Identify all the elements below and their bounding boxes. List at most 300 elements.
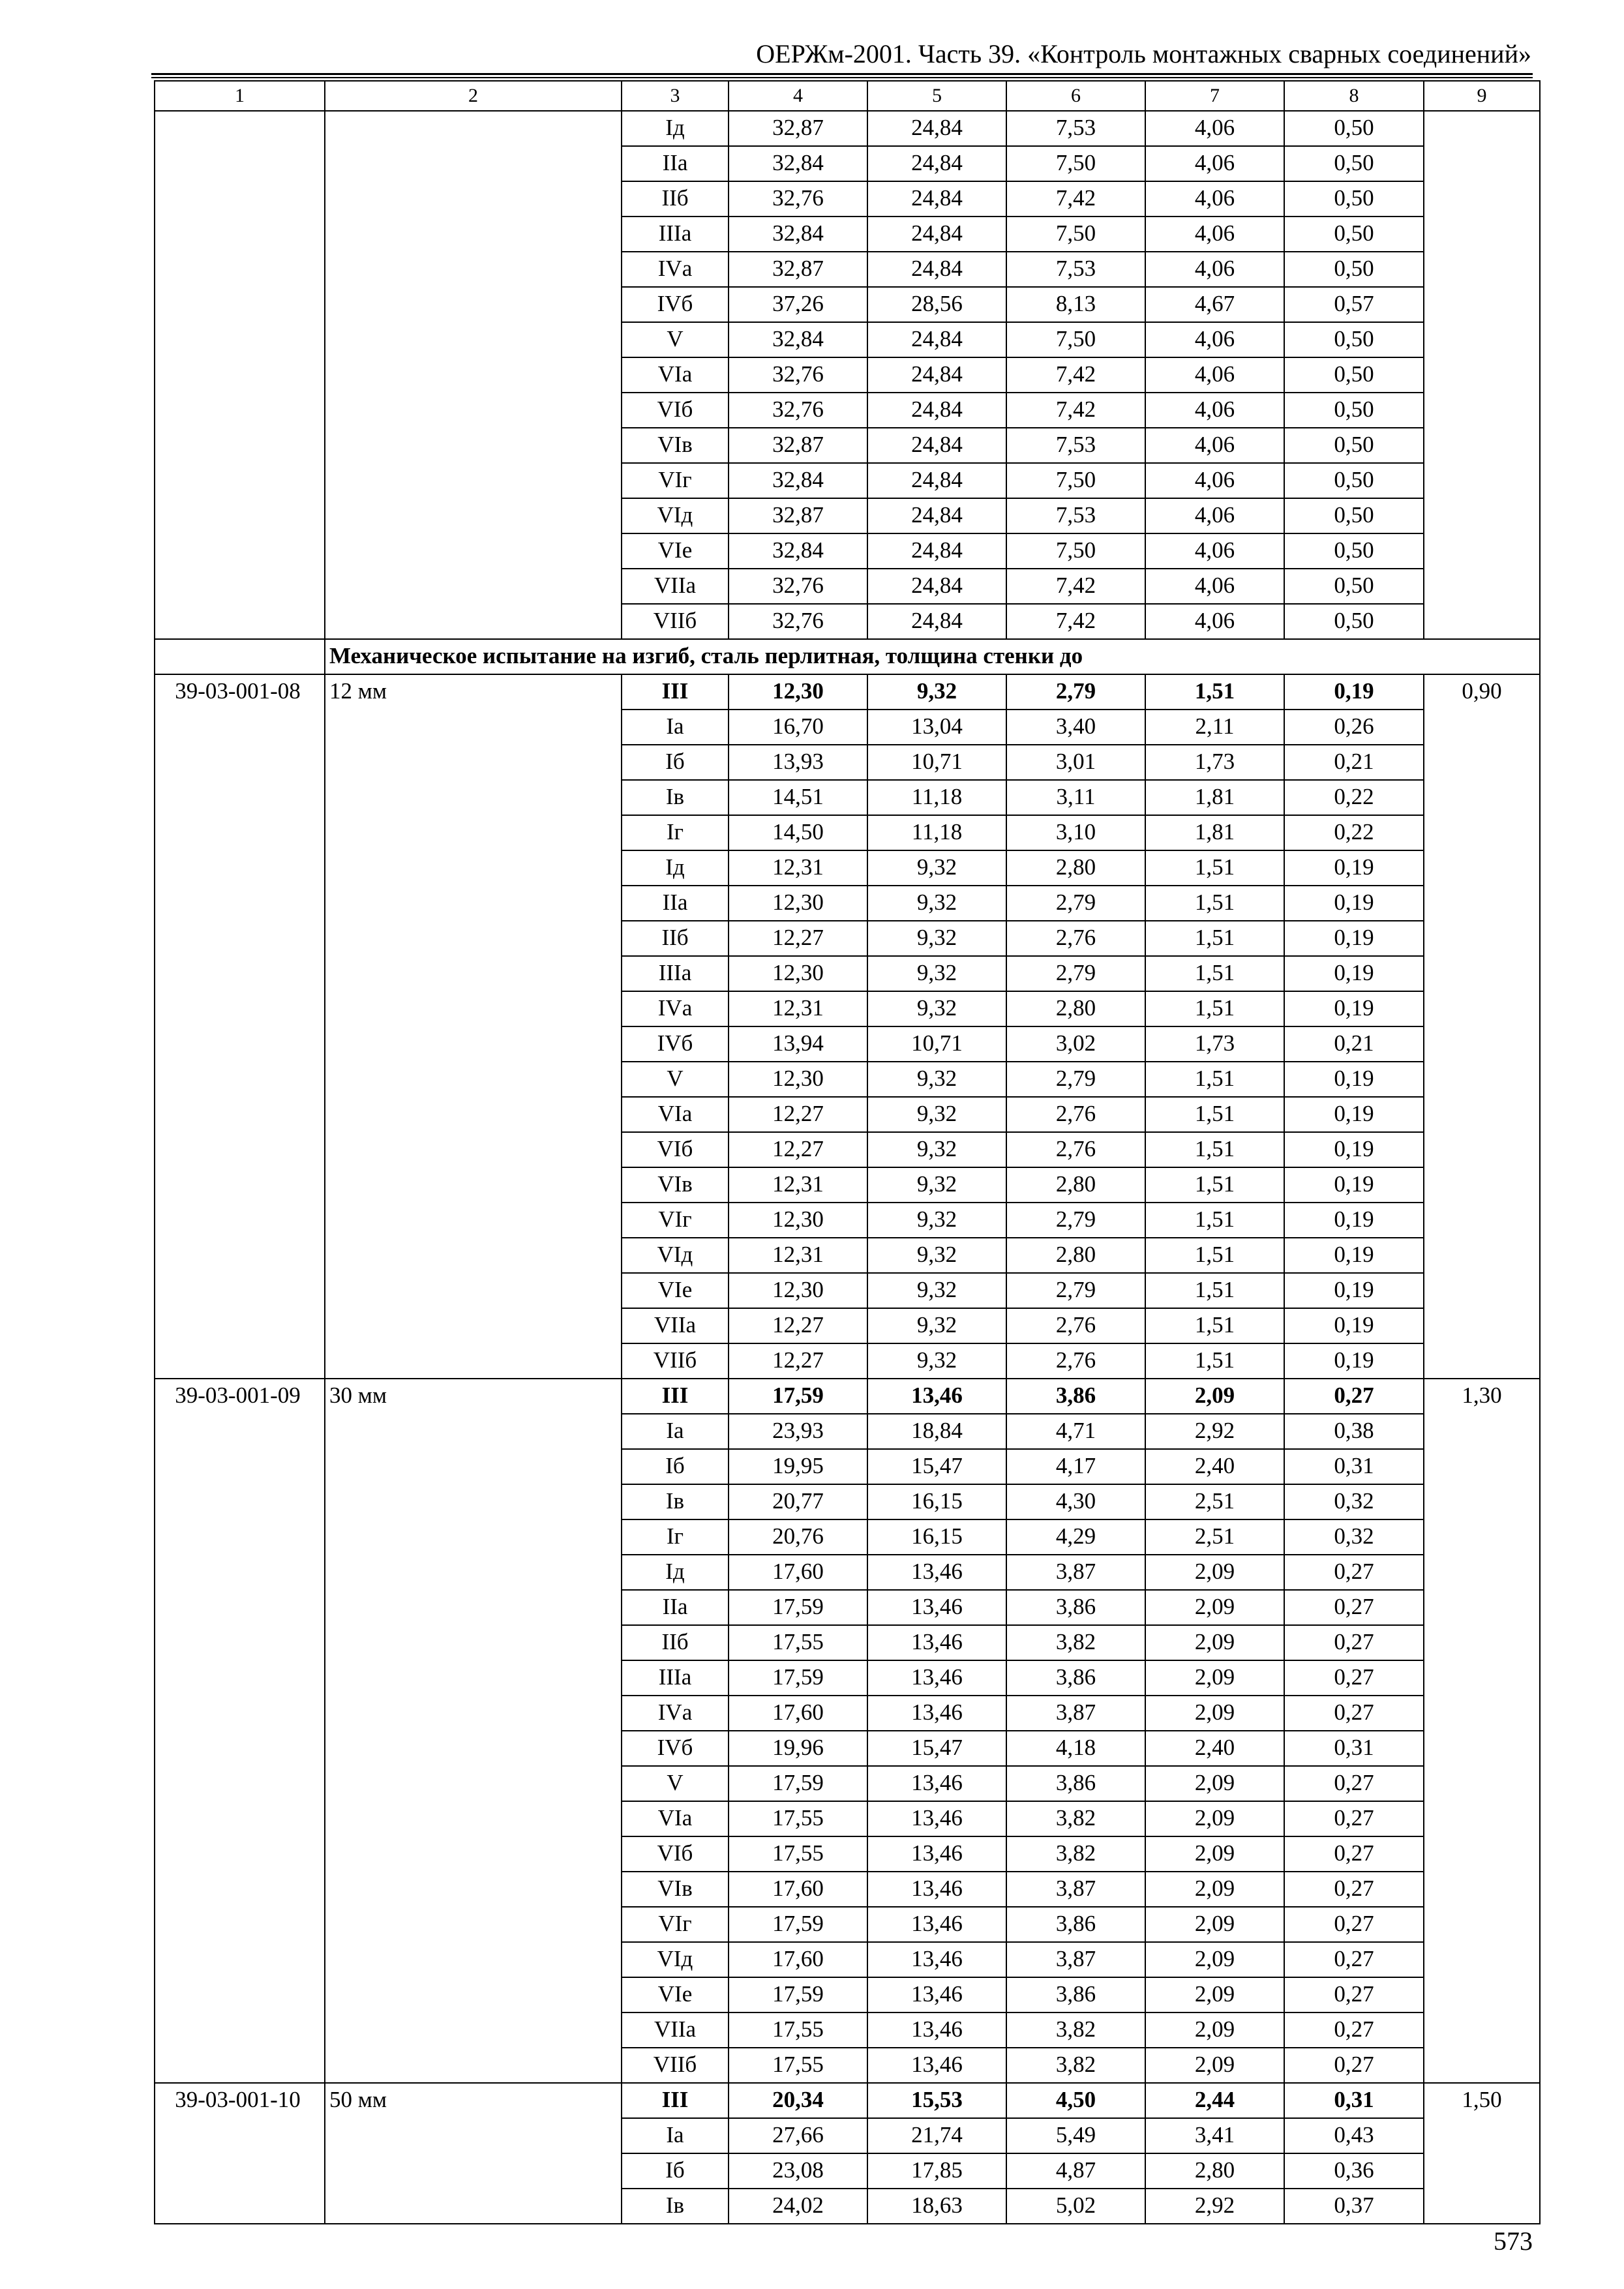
value-cell: 1,51: [1145, 1132, 1284, 1167]
value-cell: 1,51: [1145, 1273, 1284, 1308]
col9-cell: [1424, 357, 1540, 393]
value-cell: 0,27: [1284, 1379, 1424, 1414]
col9-cell: [1424, 1836, 1540, 1872]
table-row: [155, 780, 1540, 815]
variant-cell: VIд: [622, 1942, 729, 1977]
name-cell: [325, 1660, 622, 1696]
code-cell: [155, 1026, 325, 1062]
value-cell: 2,09: [1145, 1766, 1284, 1801]
code-cell: 39-03-001-10: [155, 2083, 325, 2118]
value-cell: 0,50: [1284, 463, 1424, 498]
table-row: [155, 322, 1540, 357]
table-row: [155, 1379, 1540, 1414]
table-row: [155, 1977, 1540, 2012]
col9-cell: [1424, 1590, 1540, 1625]
name-cell: [325, 357, 622, 393]
column-number-cell: 4: [729, 81, 867, 111]
table-row: [155, 1343, 1540, 1379]
value-cell: 4,06: [1145, 217, 1284, 252]
value-cell: 4,06: [1145, 463, 1284, 498]
value-cell: 7,50: [1006, 322, 1145, 357]
value-cell: 4,06: [1145, 252, 1284, 287]
variant-cell: III: [622, 674, 729, 710]
header-rule: [151, 77, 1533, 78]
value-cell: 0,22: [1284, 815, 1424, 850]
variant-cell: IIа: [622, 1590, 729, 1625]
value-cell: 20,77: [729, 1484, 867, 1519]
table-row: [155, 1555, 1540, 1590]
name-cell: [325, 498, 622, 533]
value-cell: 12,31: [729, 991, 867, 1026]
variant-cell: VIв: [622, 1872, 729, 1907]
col9-cell: [1424, 1238, 1540, 1273]
value-cell: 13,46: [867, 1907, 1006, 1942]
value-cell: 2,11: [1145, 710, 1284, 745]
variant-cell: VIе: [622, 533, 729, 569]
value-cell: 17,55: [729, 2048, 867, 2083]
value-cell: 0,31: [1284, 1449, 1424, 1484]
value-cell: 13,46: [867, 1766, 1006, 1801]
variant-cell: IIIа: [622, 956, 729, 991]
value-cell: 12,30: [729, 1203, 867, 1238]
col9-cell: [1424, 1097, 1540, 1132]
col9-cell: [1424, 181, 1540, 217]
variant-cell: Iв: [622, 1484, 729, 1519]
value-cell: 0,38: [1284, 1414, 1424, 1449]
value-cell: 1,51: [1145, 1062, 1284, 1097]
table-row: [155, 1238, 1540, 1273]
variant-cell: VIIа: [622, 1308, 729, 1343]
value-cell: 24,84: [867, 357, 1006, 393]
table-row: [155, 1414, 1540, 1449]
variant-cell: VIд: [622, 498, 729, 533]
value-cell: 7,53: [1006, 111, 1145, 146]
name-cell: [325, 217, 622, 252]
code-cell: [155, 1132, 325, 1167]
value-cell: 37,26: [729, 287, 867, 322]
value-cell: 3,87: [1006, 1696, 1145, 1731]
value-cell: 24,84: [867, 604, 1006, 639]
value-cell: 0,31: [1284, 2083, 1424, 2118]
variant-cell: VIв: [622, 1167, 729, 1203]
table-row: [155, 886, 1540, 921]
variant-cell: IVа: [622, 252, 729, 287]
col9-cell: [1424, 745, 1540, 780]
col9-cell: [1424, 1801, 1540, 1836]
code-cell: [155, 1907, 325, 1942]
value-cell: 0,37: [1284, 2189, 1424, 2224]
table-row: [155, 1449, 1540, 1484]
value-cell: 2,80: [1006, 850, 1145, 886]
value-cell: 0,43: [1284, 2118, 1424, 2153]
value-cell: 2,80: [1145, 2153, 1284, 2189]
value-cell: 32,76: [729, 569, 867, 604]
value-cell: 2,09: [1145, 1696, 1284, 1731]
variant-cell: VIб: [622, 1132, 729, 1167]
variant-cell: IIIа: [622, 217, 729, 252]
table-row: [155, 674, 1540, 710]
table-row: [155, 1097, 1540, 1132]
name-cell: [325, 2012, 622, 2048]
value-cell: 3,41: [1145, 2118, 1284, 2153]
col9-cell: [1424, 991, 1540, 1026]
value-cell: 7,53: [1006, 252, 1145, 287]
name-cell: [325, 463, 622, 498]
name-cell: [325, 886, 622, 921]
value-cell: 1,51: [1145, 991, 1284, 1026]
value-cell: 0,50: [1284, 252, 1424, 287]
value-cell: 1,81: [1145, 815, 1284, 850]
value-cell: 13,46: [867, 1379, 1006, 1414]
col9-cell: [1424, 287, 1540, 322]
col9-cell: [1424, 463, 1540, 498]
value-cell: 0,50: [1284, 393, 1424, 428]
value-cell: 32,76: [729, 181, 867, 217]
code-cell: [155, 428, 325, 463]
table-row: [155, 287, 1540, 322]
name-cell: [325, 815, 622, 850]
value-cell: 17,55: [729, 2012, 867, 2048]
variant-cell: Iб: [622, 745, 729, 780]
value-cell: 24,84: [867, 428, 1006, 463]
value-cell: 2,40: [1145, 1731, 1284, 1766]
column-number-cell: 1: [155, 81, 325, 111]
name-cell: [325, 921, 622, 956]
table-row: [155, 2153, 1540, 2189]
col9-cell: [1424, 1062, 1540, 1097]
value-cell: 27,66: [729, 2118, 867, 2153]
value-cell: 2,92: [1145, 1414, 1284, 1449]
value-cell: 9,32: [867, 850, 1006, 886]
table-row: [155, 1907, 1540, 1942]
code-cell: [155, 1555, 325, 1590]
code-cell: [155, 1766, 325, 1801]
variant-cell: VIг: [622, 1203, 729, 1238]
variant-cell: V: [622, 322, 729, 357]
name-cell: [325, 1062, 622, 1097]
col9-cell: [1424, 146, 1540, 181]
value-cell: 0,32: [1284, 1519, 1424, 1555]
value-cell: 3,82: [1006, 2048, 1145, 2083]
value-cell: 13,46: [867, 1696, 1006, 1731]
value-cell: 32,87: [729, 252, 867, 287]
value-cell: 12,30: [729, 1062, 867, 1097]
value-cell: 12,30: [729, 956, 867, 991]
value-cell: 12,27: [729, 1308, 867, 1343]
value-cell: 24,84: [867, 463, 1006, 498]
value-cell: 1,73: [1145, 1026, 1284, 1062]
table-row: [155, 1942, 1540, 1977]
table-row: [155, 1203, 1540, 1238]
value-cell: 0,26: [1284, 710, 1424, 745]
value-cell: 0,57: [1284, 287, 1424, 322]
column-number-cell: 7: [1145, 81, 1284, 111]
value-cell: 13,46: [867, 1555, 1006, 1590]
code-cell: [155, 2153, 325, 2189]
col9-cell: [1424, 1132, 1540, 1167]
value-cell: 7,42: [1006, 393, 1145, 428]
value-cell: 13,93: [729, 745, 867, 780]
col9-cell: [1424, 1414, 1540, 1449]
col9-cell: 1,50: [1424, 2083, 1540, 2118]
code-cell: [155, 2012, 325, 2048]
table-row: [155, 252, 1540, 287]
code-cell: [155, 850, 325, 886]
name-cell: [325, 1872, 622, 1907]
value-cell: 19,95: [729, 1449, 867, 1484]
value-cell: 9,32: [867, 1132, 1006, 1167]
code-cell: [155, 1062, 325, 1097]
column-number-cell: 9: [1424, 81, 1540, 111]
value-cell: 0,27: [1284, 1660, 1424, 1696]
code-cell: [155, 1238, 325, 1273]
table-row: [155, 1872, 1540, 1907]
value-cell: 9,32: [867, 956, 1006, 991]
name-cell: [325, 1590, 622, 1625]
value-cell: 2,09: [1145, 2012, 1284, 2048]
col9-cell: [1424, 428, 1540, 463]
value-cell: 11,18: [867, 780, 1006, 815]
col9-cell: [1424, 604, 1540, 639]
table-row: [155, 463, 1540, 498]
value-cell: 2,79: [1006, 1273, 1145, 1308]
code-cell: [155, 252, 325, 287]
col9-cell: [1424, 322, 1540, 357]
value-cell: 2,79: [1006, 1062, 1145, 1097]
table-row: [155, 921, 1540, 956]
name-cell: [325, 710, 622, 745]
value-cell: 13,46: [867, 1590, 1006, 1625]
variant-cell: VIб: [622, 393, 729, 428]
value-cell: 2,09: [1145, 1801, 1284, 1836]
value-cell: 32,84: [729, 217, 867, 252]
table-row: [155, 1484, 1540, 1519]
col9-cell: [1424, 393, 1540, 428]
name-cell: [325, 956, 622, 991]
value-cell: 24,02: [729, 2189, 867, 2224]
name-cell: [325, 1484, 622, 1519]
col9-cell: [1424, 111, 1540, 146]
value-cell: 18,84: [867, 1414, 1006, 1449]
value-cell: 0,21: [1284, 1026, 1424, 1062]
value-cell: 15,47: [867, 1449, 1006, 1484]
value-cell: 1,51: [1145, 1343, 1284, 1379]
variant-cell: VIа: [622, 357, 729, 393]
table-row: [155, 1062, 1540, 1097]
value-cell: 2,51: [1145, 1484, 1284, 1519]
value-cell: 13,46: [867, 1625, 1006, 1660]
value-cell: 12,31: [729, 850, 867, 886]
col9-cell: [1424, 533, 1540, 569]
value-cell: 2,09: [1145, 1660, 1284, 1696]
value-cell: 12,27: [729, 1097, 867, 1132]
value-cell: 3,86: [1006, 1379, 1145, 1414]
value-cell: 2,09: [1145, 1872, 1284, 1907]
code-cell: [155, 1590, 325, 1625]
value-cell: 2,79: [1006, 956, 1145, 991]
value-cell: 32,76: [729, 393, 867, 428]
table-row: [155, 1731, 1540, 1766]
col9-cell: [1424, 1907, 1540, 1942]
value-cell: 0,50: [1284, 217, 1424, 252]
code-cell: [155, 146, 325, 181]
table-row: [155, 533, 1540, 569]
col9-cell: [1424, 569, 1540, 604]
value-cell: 0,50: [1284, 146, 1424, 181]
value-cell: 1,51: [1145, 850, 1284, 886]
value-cell: 0,19: [1284, 674, 1424, 710]
table-row: [155, 2118, 1540, 2153]
value-cell: 14,50: [729, 815, 867, 850]
value-cell: 0,50: [1284, 181, 1424, 217]
value-cell: 24,84: [867, 146, 1006, 181]
name-cell: [325, 533, 622, 569]
value-cell: 4,30: [1006, 1484, 1145, 1519]
value-cell: 4,17: [1006, 1449, 1145, 1484]
variant-cell: V: [622, 1766, 729, 1801]
value-cell: 17,85: [867, 2153, 1006, 2189]
table-row: [155, 217, 1540, 252]
code-cell: [155, 181, 325, 217]
value-cell: 12,27: [729, 1132, 867, 1167]
value-cell: 0,19: [1284, 1132, 1424, 1167]
value-cell: 0,27: [1284, 1625, 1424, 1660]
value-cell: 32,84: [729, 463, 867, 498]
variant-cell: III: [622, 2083, 729, 2118]
column-number-cell: 5: [867, 81, 1006, 111]
table-row: [155, 181, 1540, 217]
code-cell: [155, 1696, 325, 1731]
code-cell: [155, 1836, 325, 1872]
name-cell: [325, 569, 622, 604]
table-row: [155, 498, 1540, 533]
column-number-cell: 8: [1284, 81, 1424, 111]
name-cell: [325, 1308, 622, 1343]
value-cell: 12,31: [729, 1238, 867, 1273]
table-row: [155, 1519, 1540, 1555]
variant-cell: IIIа: [622, 1660, 729, 1696]
code-cell: [155, 2189, 325, 2224]
value-cell: 4,06: [1145, 322, 1284, 357]
code-cell: [155, 780, 325, 815]
value-cell: 0,19: [1284, 921, 1424, 956]
value-cell: 0,50: [1284, 498, 1424, 533]
value-cell: 4,87: [1006, 2153, 1145, 2189]
value-cell: 0,22: [1284, 780, 1424, 815]
value-cell: 2,80: [1006, 991, 1145, 1026]
variant-cell: VIб: [622, 1836, 729, 1872]
value-cell: 3,02: [1006, 1026, 1145, 1062]
value-cell: 0,27: [1284, 1977, 1424, 2012]
value-cell: 17,60: [729, 1696, 867, 1731]
col9-cell: [1424, 1167, 1540, 1203]
name-cell: [325, 1132, 622, 1167]
name-cell: [325, 1942, 622, 1977]
col9-cell: 1,30: [1424, 1379, 1540, 1414]
value-cell: 17,59: [729, 1977, 867, 2012]
value-cell: 0,50: [1284, 569, 1424, 604]
value-cell: 2,92: [1145, 2189, 1284, 2224]
name-cell: [325, 1238, 622, 1273]
value-cell: 7,42: [1006, 569, 1145, 604]
value-cell: 24,84: [867, 498, 1006, 533]
value-cell: 0,27: [1284, 1555, 1424, 1590]
name-cell: [325, 428, 622, 463]
variant-cell: VIе: [622, 1273, 729, 1308]
code-cell: [155, 217, 325, 252]
value-cell: 0,36: [1284, 2153, 1424, 2189]
value-cell: 0,50: [1284, 428, 1424, 463]
value-cell: 0,27: [1284, 2012, 1424, 2048]
code-cell: [155, 886, 325, 921]
variant-cell: IIа: [622, 886, 729, 921]
value-cell: 15,47: [867, 1731, 1006, 1766]
table-row: [155, 815, 1540, 850]
value-cell: 2,79: [1006, 674, 1145, 710]
name-cell: 50 мм: [325, 2083, 622, 2118]
value-cell: 0,32: [1284, 1484, 1424, 1519]
col9-cell: [1424, 1696, 1540, 1731]
name-cell: [325, 2153, 622, 2189]
value-cell: 19,96: [729, 1731, 867, 1766]
value-cell: 4,29: [1006, 1519, 1145, 1555]
value-cell: 5,49: [1006, 2118, 1145, 2153]
code-cell: [155, 921, 325, 956]
value-cell: 20,76: [729, 1519, 867, 1555]
value-cell: 2,79: [1006, 886, 1145, 921]
value-cell: 12,30: [729, 1273, 867, 1308]
value-cell: 2,09: [1145, 1836, 1284, 1872]
value-cell: 16,15: [867, 1484, 1006, 1519]
value-cell: 4,06: [1145, 393, 1284, 428]
code-cell: [155, 1273, 325, 1308]
col9-cell: [1424, 780, 1540, 815]
variant-cell: Iг: [622, 815, 729, 850]
value-cell: 13,46: [867, 2048, 1006, 2083]
value-cell: 1,51: [1145, 1097, 1284, 1132]
variant-cell: VIв: [622, 428, 729, 463]
code-cell: [155, 1977, 325, 2012]
value-cell: 15,53: [867, 2083, 1006, 2118]
value-cell: 3,87: [1006, 1872, 1145, 1907]
value-cell: 13,46: [867, 2012, 1006, 2048]
value-cell: 12,27: [729, 921, 867, 956]
value-cell: 17,60: [729, 1872, 867, 1907]
name-cell: [325, 1519, 622, 1555]
col9-cell: [1424, 1660, 1540, 1696]
value-cell: 13,46: [867, 1977, 1006, 2012]
value-cell: 0,19: [1284, 1238, 1424, 1273]
name-cell: [325, 1801, 622, 1836]
value-cell: 4,50: [1006, 2083, 1145, 2118]
value-cell: 32,84: [729, 533, 867, 569]
value-cell: 0,27: [1284, 1590, 1424, 1625]
table-row: [155, 146, 1540, 181]
name-cell: [325, 181, 622, 217]
table-body: [155, 81, 1540, 2224]
col9-cell: 0,90: [1424, 674, 1540, 710]
table-row: [155, 2048, 1540, 2083]
value-cell: 13,46: [867, 1660, 1006, 1696]
value-cell: 24,84: [867, 393, 1006, 428]
value-cell: 3,87: [1006, 1555, 1145, 1590]
variant-cell: Iа: [622, 2118, 729, 2153]
col9-cell: [1424, 1273, 1540, 1308]
value-cell: 24,84: [867, 217, 1006, 252]
variant-cell: IVа: [622, 991, 729, 1026]
value-cell: 2,80: [1006, 1167, 1145, 1203]
code-cell: [155, 357, 325, 393]
